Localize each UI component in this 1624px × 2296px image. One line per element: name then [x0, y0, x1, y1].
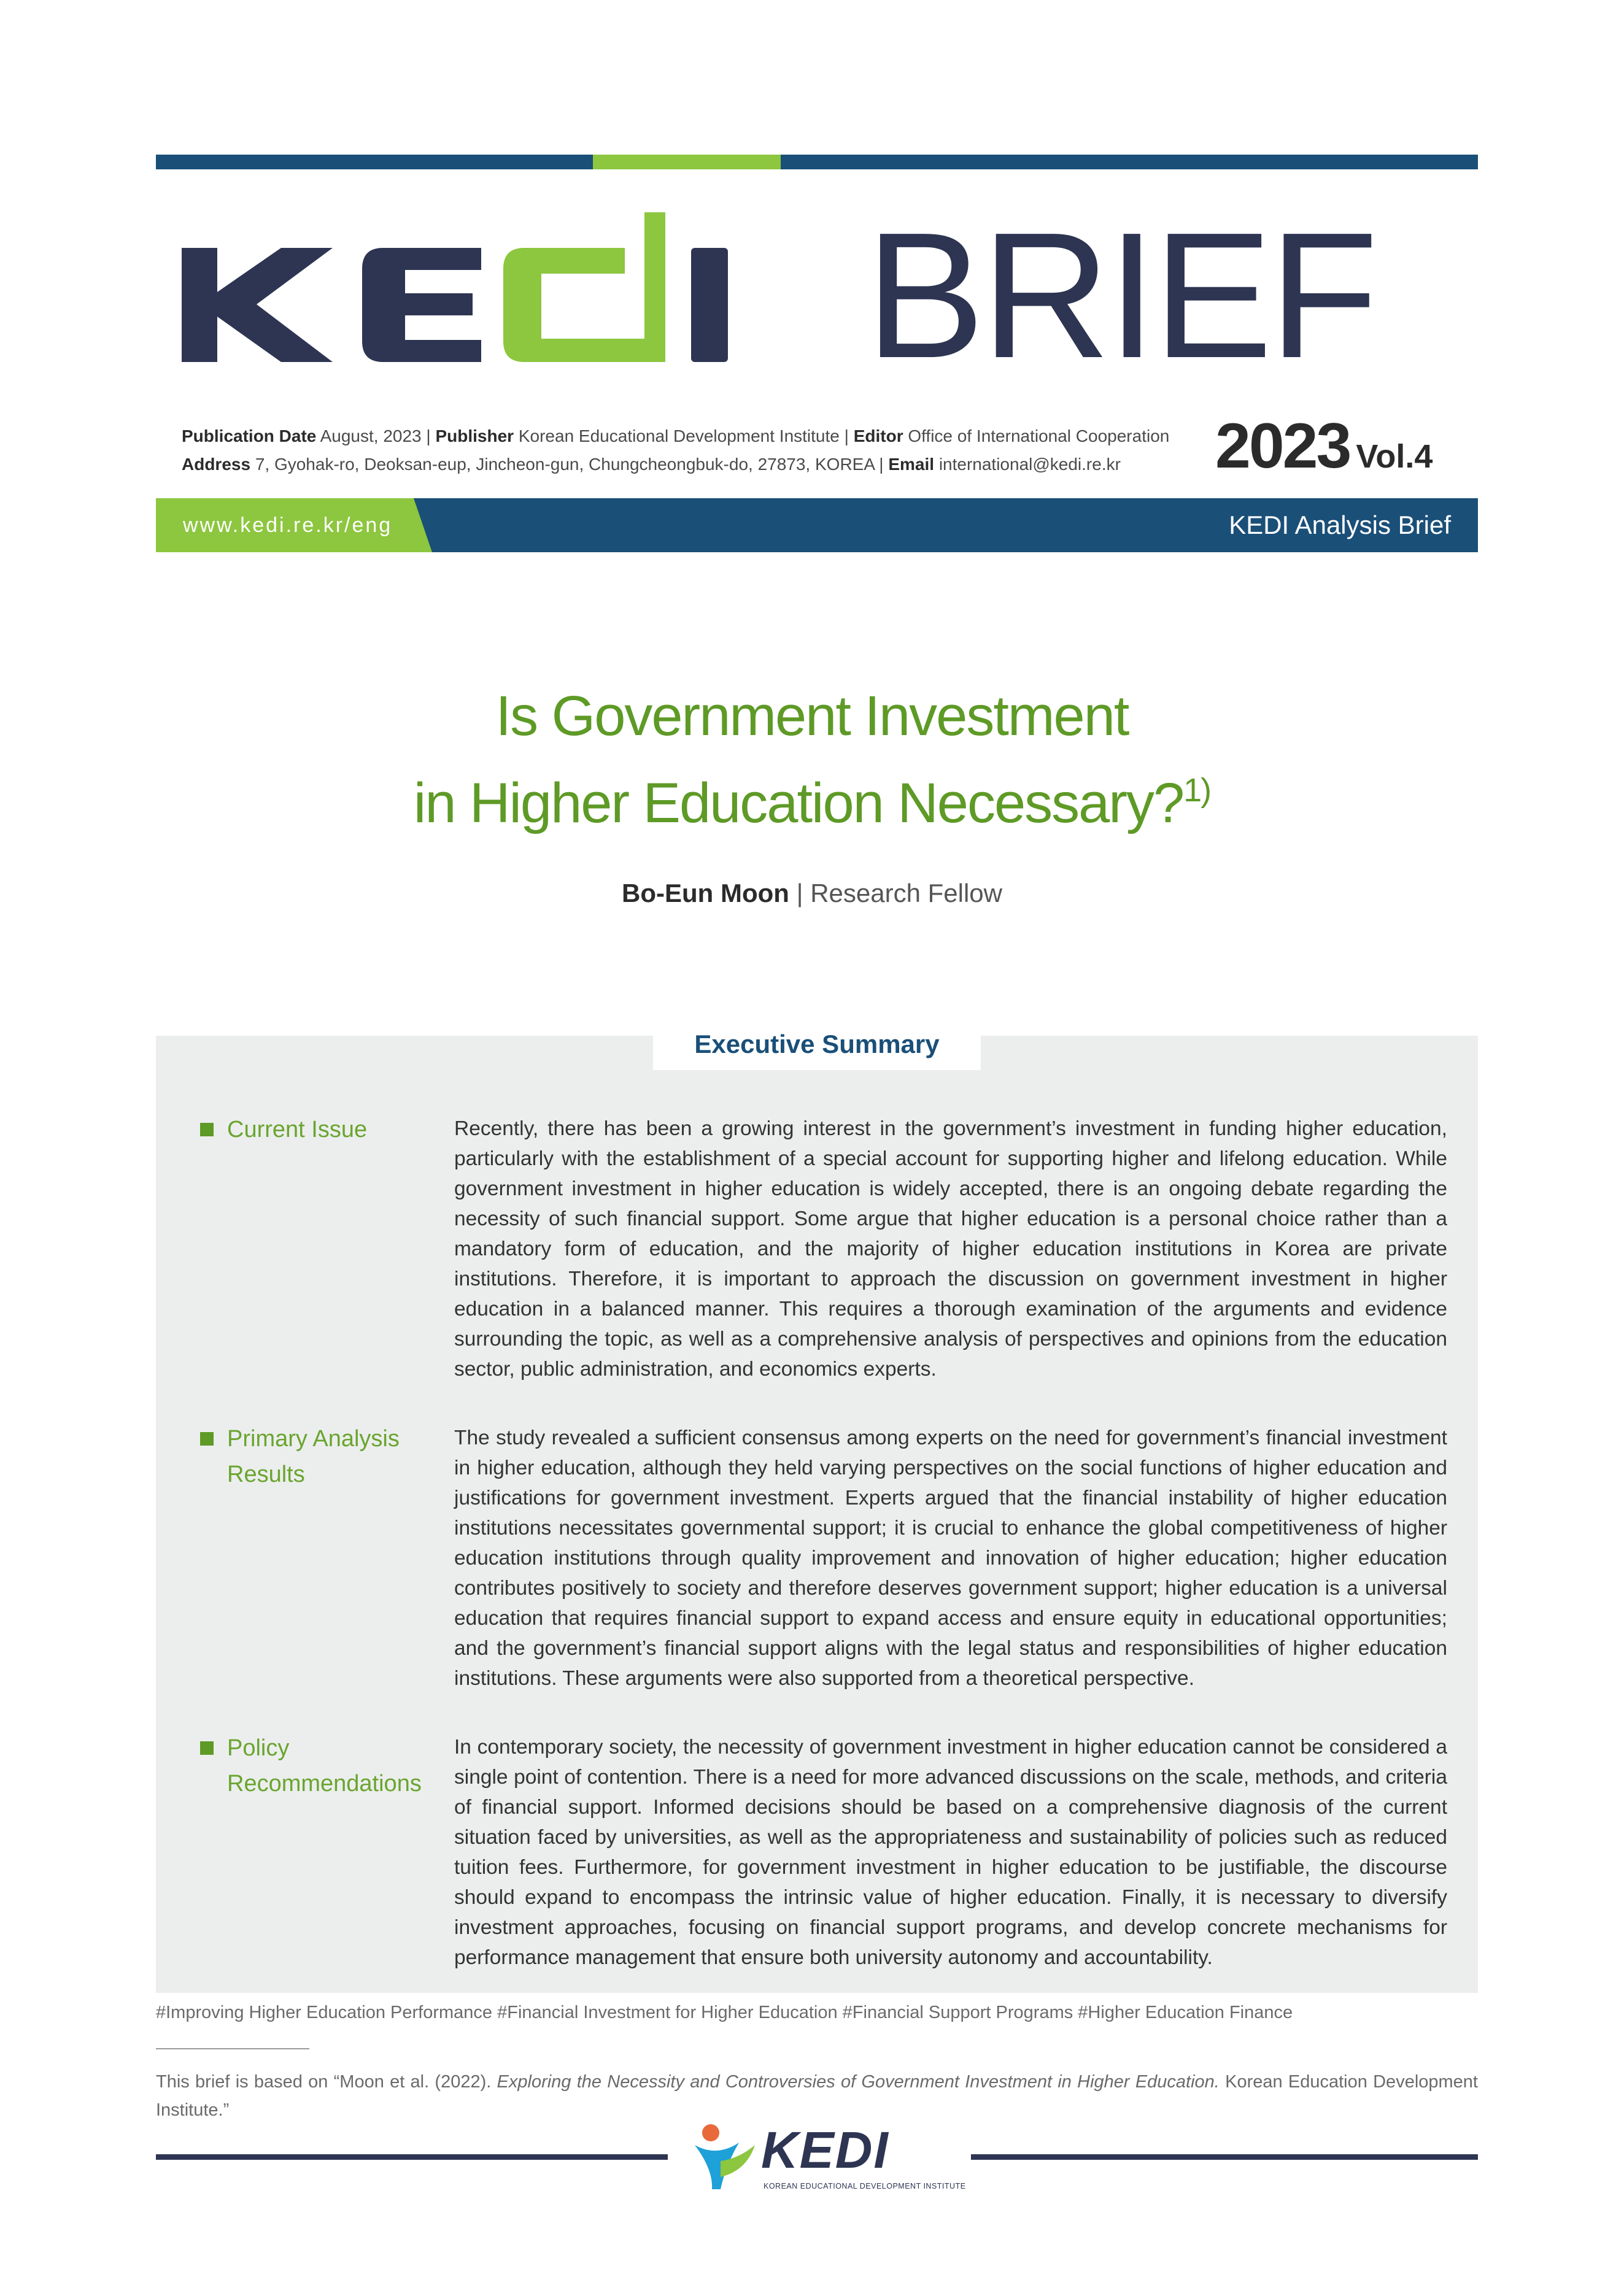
publication-line-1: [182, 422, 1225, 450]
label-line: Current Issue: [227, 1117, 368, 1142]
label-line: Results: [227, 1462, 305, 1487]
label-line: Recommendations: [227, 1771, 422, 1797]
hashtags: #Improving Higher Education Performance #Financial Investment for Higher Education #Financial Support Programs #Higher Education Finance: [156, 2003, 1293, 2022]
author-name: Bo-Eun Moon: [622, 879, 789, 907]
footnote-rule: [156, 2048, 309, 2049]
bullet-icon: [200, 1432, 214, 1446]
separator: |: [426, 426, 431, 445]
section-text-primary-analysis: The study revealed a sufficient consensus among experts on the need for government’s financial investment in higher education, although they held varying perspectives on the social functions of higher education and justifications for government investment. Experts argued that the financial instability of higher education institutions necessitates governmental support; it is crucial to enhance the global competitiveness of higher education institutions through quality improvement and innovation of higher education; higher education contributes positively to society and therefore deserves government support; higher education is a universal education that requires financial support to expand access and ensure equity in educational opportunities; and the government’s financial support aligns with the legal status and responsibilities of higher education institutions. These arguments were also supported from a theoretical perspective.: [454, 1427, 1447, 1690]
publication-info: [182, 422, 1225, 479]
publisher-label: Publisher: [435, 426, 514, 445]
publication-date: August, 2023: [320, 426, 422, 445]
bullet-icon: [200, 1741, 214, 1755]
author-role: Research Fellow: [810, 879, 1002, 907]
label-line: Primary Analysis: [227, 1426, 400, 1452]
separator: |: [844, 426, 849, 445]
email: international@kedi.re.kr: [938, 455, 1121, 474]
kedi-footer-logo: [682, 2118, 966, 2198]
url-bar: [156, 498, 1478, 552]
series-name: KEDI Analysis Brief: [1229, 510, 1451, 539]
publisher: Korean Educational Development Institute: [518, 426, 840, 445]
kedi-letter-d: [503, 212, 665, 362]
masthead: [178, 195, 1467, 395]
publication-date-label: Publication Date: [182, 426, 317, 445]
kedi-letter-e: [362, 248, 481, 362]
document-title: [0, 672, 1624, 847]
editor: Office of International Cooperation: [908, 426, 1170, 445]
section-label-current-issue: [227, 1112, 430, 1147]
address: 7, Gyohak-ro, Deoksan-eup, Jincheon-gun, Chungcheongbuk-do, 27873, KOREA: [255, 455, 875, 474]
issue-volume: [1215, 410, 1433, 483]
email-label: Email: [888, 455, 935, 474]
section-text-current-issue: Recently, there has been a growing interest in the government’s investment in funding higher education, particularly with the establishment of a special account for supporting higher and lifelong education. While government investment in higher education is widely accepted, there is an ongoing debate regarding the necessity of such financial support. Some argue that higher education is a personal choice rather than a mandatory form of education, and the majority of higher education institutions in Korea are private institutions. Therefore, it is important to approach the discussion on government investment in higher education in a balanced manner. This requires a thorough examination of the arguments and evidence surrounding the topic, as well as a comprehensive analysis of perspectives and opinions from the education sector, public administration, and economics experts.: [454, 1117, 1447, 1381]
separator: |: [879, 455, 884, 474]
author-line: [0, 879, 1624, 908]
top-rule: [156, 155, 1478, 169]
kedi-logo-text: KEDI: [761, 2121, 889, 2179]
section-label-policy: [227, 1730, 430, 1801]
kedi-emblem-icon: [682, 2118, 762, 2198]
kedi-logo-subtitle: KOREAN EDUCATIONAL DEVELOPMENT INSTITUTE: [764, 2182, 966, 2190]
label-line: Policy: [227, 1735, 290, 1761]
footer-rule-left: [156, 2154, 668, 2160]
publication-line-2: [182, 450, 1225, 479]
footnote: [156, 2068, 1478, 2124]
footnote-prefix: This brief is based on “Moon et al. (2022).: [156, 2072, 497, 2092]
kedi-letter-i: [691, 248, 728, 362]
footer-rule-right: [971, 2154, 1478, 2160]
kedi-letter-k: [182, 248, 333, 362]
brief-wordmark: BRIEF: [865, 195, 1375, 395]
kedi-wordmark: [178, 212, 853, 378]
title-line-2-text: in Higher Education Necessary?: [413, 772, 1184, 834]
top-rule-green: [593, 155, 781, 169]
title-footnote-mark: 1): [1183, 772, 1211, 809]
editor-label: Editor: [853, 426, 903, 445]
section-text-policy: In contemporary society, the necessity of government investment in higher education cannot be considered a single point of contention. There is a need for more advanced discussions on the scale, methods, and criteria of financial support. Informed decisions should be based on a comprehensive diagnosis of the current situation faced by universities, as well as the appropriateness and sustainability of policies such as reduced tuition fees. Furthermore, for government investment in higher education to be justifiable, the discourse should expand to encompass the intrinsic value of higher education. Finally, it is necessary to diversify investment approaches, focusing on financial support programs, and develop concrete mechanisms for performance management that ensure both university autonomy and accountability.: [454, 1736, 1447, 1969]
issue-year: 2023: [1215, 410, 1350, 482]
footnote-title: Exploring the Necessity and Controversies of Government Investment in Higher Education.: [497, 2072, 1220, 2092]
bullet-icon: [200, 1123, 214, 1136]
title-line-1: Is Government Investment: [495, 685, 1129, 747]
title-line-2: [0, 760, 1624, 847]
footnote-suffix: Korean Education Development Institute.”: [156, 2072, 1478, 2120]
top-rule-blue-right: [781, 155, 1478, 169]
address-label: Address: [182, 455, 251, 474]
executive-summary-tab: [653, 1019, 981, 1070]
top-rule-blue-left: [156, 155, 593, 169]
separator: |: [796, 879, 803, 907]
website-link[interactable]: www.kedi.re.kr/eng: [183, 514, 393, 537]
executive-summary-heading: Executive Summary: [694, 1030, 940, 1058]
section-label-primary-analysis: [227, 1421, 430, 1492]
issue-vol: Vol.4: [1356, 438, 1433, 475]
